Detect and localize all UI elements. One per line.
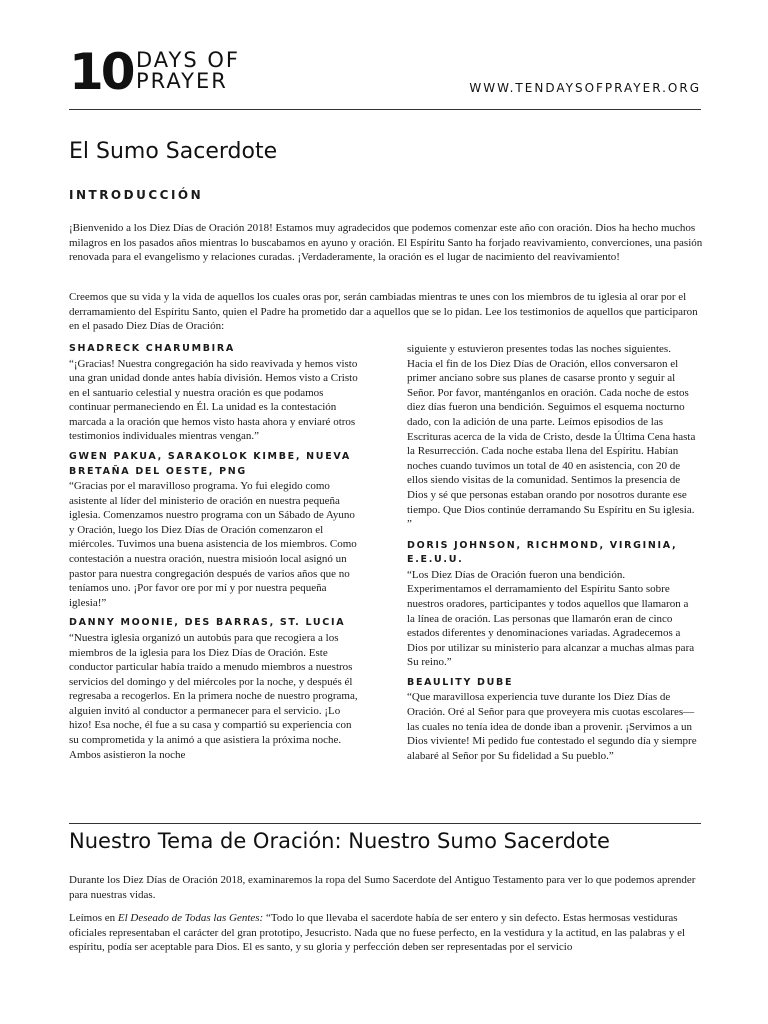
theme-paragraph-1: Durante los Diez Días de Oración 2018, examinaremos la ropa del Sumo Sacerdote del Antiguo Testamento para ver lo que podemos aprender para nuestras vidas.: [69, 874, 696, 901]
theme-paragraph-2: [69, 911, 703, 955]
logo-line-2: PRAYER: [136, 69, 228, 93]
logo-words: [136, 50, 240, 92]
website-url: WWW.TENDAYSOFPRAYER.ORG: [469, 81, 701, 95]
testimony-text: “Nuestra iglesia organizó un autobús para que recogiera a los miembros de la iglesia para los Diez Días de Oración. Este conductor particular había traído a menudo miembros a nuestros servicios del domingo y del miércoles por la noche, y después él regresaba a recogerlos. En la primera noche de nuestro programa, alguien invitó al conductor a permanecer para el servicio. ¡Lo hizo! Esa noche, él fue a su casa y compartió su experiencia con su comprometida y la animó a que asistiera la próxima noche. Ambos asistieron la noche: [69, 631, 358, 761]
intro-heading: INTRODUCCIÓN: [69, 188, 204, 202]
testimony-name: SHADRECK CHARUMBIRA: [69, 343, 235, 354]
testimony-text: “Los Diez Días de Oración fueron una bendición. Experimentamos el derramamiento del Espíritu Santo sobre nuestros oradores, participantes y todos aquellos que llamaron a la línea de oración. Las personas que llamarón eran de cinco estados diferentes y denominaciones variadas. Agradecemos a Dios por utilizar su ministerio para alcanzar a muchas almas para Su reino.”: [407, 568, 695, 669]
intro-paragraph-2: Creemos que su vida y la vida de aquellos los cuales oras por, serán cambiadas mientras te unes con los miembros de tu iglesia al orar por el derramamiento del Espíritu Santo, quien el Padre ha prometido dar a aquellos que se lo pidan. Lee los testimonios de aquellos que participaron en el pasado Diez Días de Oración:: [69, 291, 698, 333]
logo-number: 10: [69, 43, 133, 101]
intro-paragraph-1: ¡Bienvenido a los Diez Días de Oración 2018! Estamos muy agradecidos que podemos comenzar este año con oración. Dios ha hecho muchos milagros en los pasados años mientras lo buscabamos en ayuno y oración. El Espíritu Santo ha forjado reavivamiento, converciones, una pasión renovada para el evangelismo y relaciones curadas. ¡Verdaderamente, la oración es el lugar de nacimiento del reavivamiento!: [69, 222, 703, 264]
testimony-text: “Gracias por el maravilloso programa. Yo fui elegido como asistente al líder del ministerio de oración en nuestra pequeña iglesia. Comenzamos nuestro programa con un Sábado de Ayuno y Oración, luego los Diez Días de Oración comenzaron el miércoles. Tuvimos una buena asistencia de los miembros. Como contestación a nuestra oración, nuestra misioón local asignó un pastor para nuestra congregación después de varios años que no teníamos uno. ¡Por favor ore por mí y por nuestra pequeña iglesia!”: [69, 480, 357, 609]
testimony-text: “Que maravillosa experiencia tuve durante los Diez Días de Oración. Oré al Señor para que proveyera mis cuotas escolares—las cuales no tenía idea de donde iban a provenir. ¡Servimos a un Dios viviente! Mi pedido fue contestado el segundo día y siempre alabaré al Señor por Su fidelidad a Su pueblo.”: [407, 691, 697, 762]
section-divider: [69, 823, 701, 824]
logo-line-1: DAYS OF: [136, 48, 240, 72]
theme-paragraph-2-quote: “Todo lo que llevaba el sacerdote había de ser entero y sin defecto. Estas hermosas vestiduras oficiales representaban el carácter del gran prototipo, Jesucristo. Nada que no fuese perfecto, en la vestidura y la actitud, en las palabras y el espíritu, podía ser aceptable para Dios. El es santo, y su gloria y perfección deben ser representadas por el servicio: [69, 912, 686, 954]
theme-paragraph-2-prefix: Leímos en: [69, 912, 118, 924]
page-title: El Sumo Sacerdote: [69, 139, 278, 164]
header-divider: [69, 109, 701, 110]
testimony-name: GWEN PAKUA, SARAKOLOK KIMBE, NUEVA BRETAÑA DEL OESTE, PNG: [69, 451, 351, 477]
book-title: El Deseado de Todas las Gentes:: [117, 912, 264, 924]
testimonies-left-column: [69, 342, 361, 768]
testimony-name: BEAULITY DUBE: [407, 676, 514, 688]
testimony-continuation: siguiente y estuvieron presentes todas las noches siguientes. Hacia el fin de los Diez Días de Oración, ellos conversaron el primer anciano sobre sus planes de casarse pronto y seguir al Señor. Por favor, manténganlos en oración. Cada noche de estos diez días fueron una bendición. Seguimos el esquema nocturno dado, con la adición de una parte. Leímos episodios de las Escrituras acerca de la vida de Cristo, desde la Última Cena hasta la Resurrección. Cada noche estaba llena del Espíritu. Habían noches cuando tuvimos un total de 40 en asistencia, con 20 de ellos siendo visitas de la comunidad. Sentimos la presencia de Dios y sé que personas estaban orando por nosotros durante ese tiempo. Que Dios continúe derramando Su Espíritu en Su iglesia. ”: [407, 343, 696, 531]
testimony-text: “¡Gracias! Nuestra congregación ha sido reavivada y hemos visto una gran unidad donde antes había división. Hemos visto a Cristo en el santuario celestial y nuestra oración es que podamos continuar permaneciendo en Él. La unidad es la contestación marcada a la oración que hemos visto hasta ahora y enviaré otros testimonios individuales mientras vengan.”: [69, 357, 358, 443]
testimony-name: DANNY MOONIE, DES BARRAS, ST. LUCIA: [69, 617, 346, 629]
theme-heading: Nuestro Tema de Oración: Nuestro Sumo Sacerdote: [69, 829, 610, 853]
testimony-name: DORIS JOHNSON, RICHMOND, VIRGINIA, E.E.U.U.: [407, 539, 678, 566]
page-header: [69, 44, 701, 110]
testimonies-right-column: [407, 342, 699, 769]
